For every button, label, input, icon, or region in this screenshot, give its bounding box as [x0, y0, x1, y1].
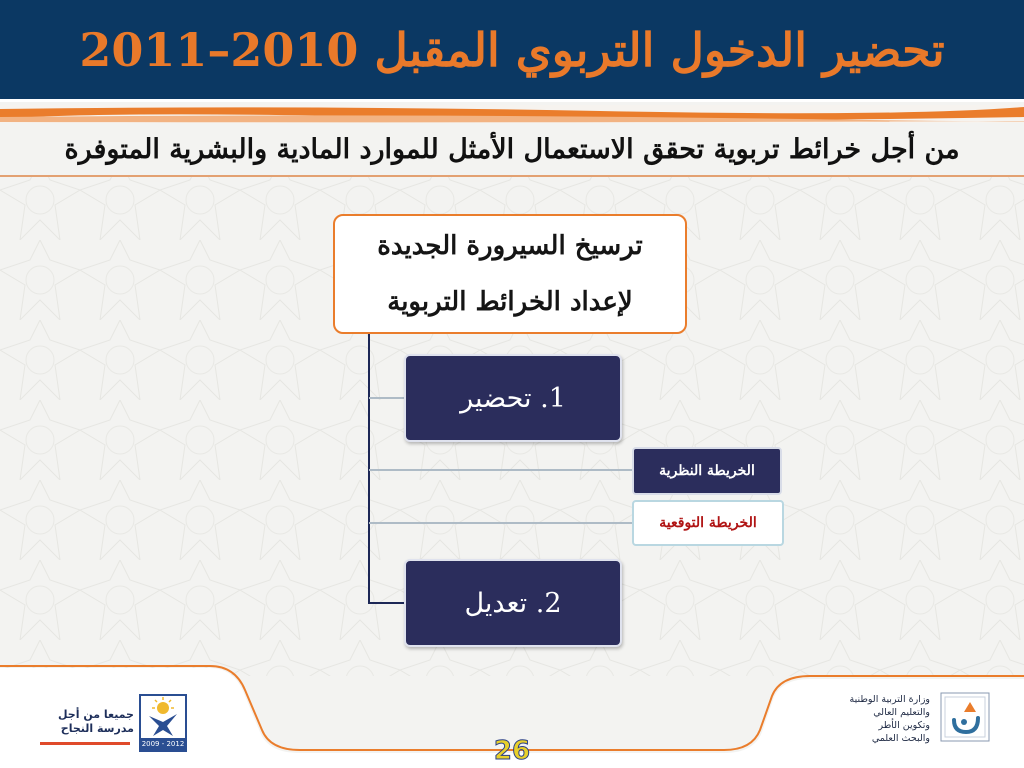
step-label: تحضير [460, 382, 532, 414]
step-number: 1. [540, 382, 566, 414]
root-node-line1: ترسيخ السيرورة الجديدة [377, 231, 643, 261]
logo-underline [40, 742, 130, 745]
step-label: تعديل [464, 587, 528, 619]
star-figure-icon [139, 694, 187, 752]
ministry-name [752, 693, 930, 755]
logo-text-line2: مدرسة النجاح [60, 722, 134, 735]
ministry-line3: وتكوين الأطر [878, 720, 930, 731]
step-prepare-node [404, 354, 622, 442]
root-node [333, 214, 687, 334]
year-range: 2009 - 2012 [141, 740, 185, 748]
expected-map-node: الخريطة التوقعية [632, 500, 784, 546]
root-node-line2: لإعداد الخرائط التربوية [387, 287, 633, 317]
ministry-line1: وزارة التربية الوطنية [849, 694, 930, 705]
logo-text-line1: جميعا من أجل [57, 708, 134, 721]
step-edit-node [404, 559, 622, 647]
slide-subtitle: من أجل خرائط تربوية تحقق الاستعمال الأمثل للموارد المادية والبشرية المتوفرة [64, 134, 960, 165]
success-school-logo [22, 708, 134, 750]
step-number: 2. [535, 587, 562, 619]
ministry-line2: والتعليم العالي [873, 707, 930, 718]
theoretical-map-node: الخريطة النظرية [632, 447, 782, 495]
ministry-line4: والبحث العلمي [871, 733, 930, 744]
ministry-emblem-icon [940, 692, 990, 742]
page-number: 26 [493, 736, 531, 766]
slide-title: تحضير الدخول التربوي المقبل 2010–2011 [79, 23, 945, 77]
